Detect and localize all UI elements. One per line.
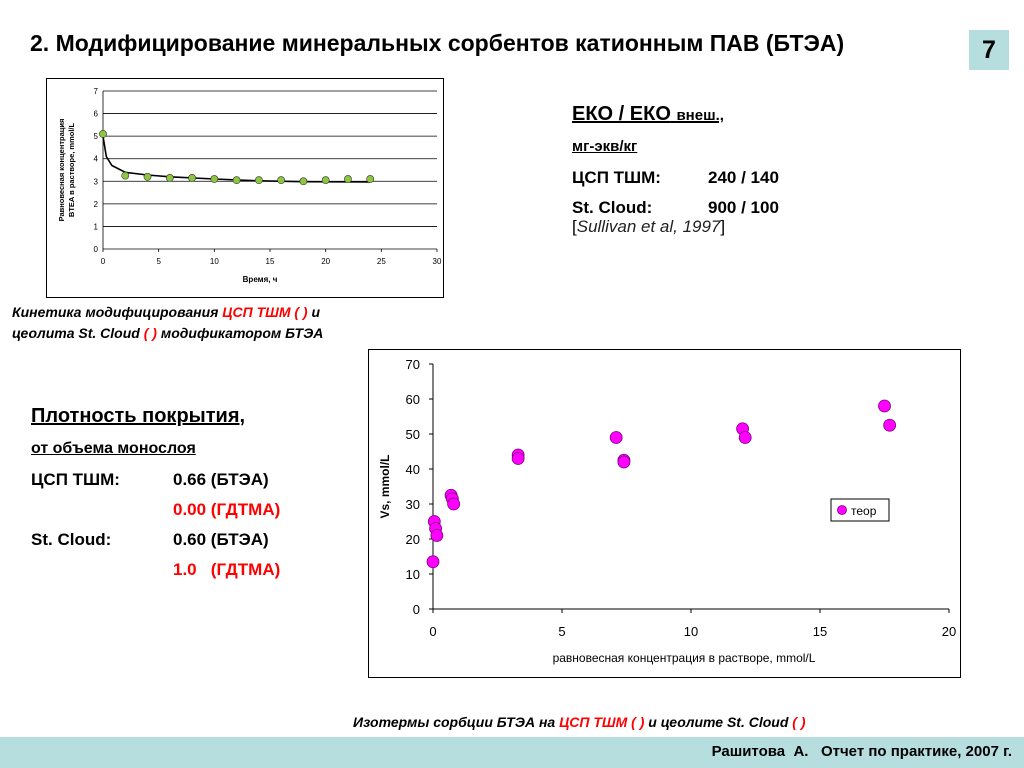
isotherm-caption-text: и цеолите St. Cloud <box>644 714 793 730</box>
eko-reference <box>572 217 779 237</box>
data-point <box>610 432 622 444</box>
y-axis-label: Vs, mmol/L <box>378 454 392 519</box>
isotherm-caption-red: ЦСП ТШМ ( ) <box>559 714 645 730</box>
kinetics-chart <box>46 78 444 298</box>
data-point <box>448 498 460 510</box>
y-tick-label: 50 <box>405 427 420 442</box>
x-tick-label: 30 <box>432 257 442 266</box>
y-axis-label-line2: BTEA в растворе, mmol/L <box>67 122 76 218</box>
coverage-rows <box>31 470 280 590</box>
data-point <box>512 453 524 465</box>
isotherm-chart <box>368 349 961 678</box>
y-tick-label: 3 <box>93 177 98 187</box>
isotherm-caption-red: ( ) <box>792 714 806 730</box>
data-point <box>618 456 630 468</box>
coverage-heading: Плотность покрытия, <box>31 405 246 427</box>
y-tick-label: 30 <box>405 497 420 512</box>
data-point <box>122 172 129 179</box>
eko-row-value: 240 / 140 <box>708 168 779 187</box>
data-point <box>144 173 151 180</box>
legend-label: теор <box>851 504 877 518</box>
y-tick-label: 60 <box>405 392 420 407</box>
y-axis-label-line1: Равновесная концентрация <box>57 118 66 222</box>
kinetics-caption-text: Кинетика модифицирования <box>12 304 223 320</box>
eko-row <box>572 198 779 218</box>
y-tick-label: 6 <box>93 109 98 119</box>
x-tick-label: 15 <box>265 257 275 266</box>
data-point <box>344 175 351 182</box>
eko-row-name: St. Cloud: <box>572 198 653 217</box>
y-tick-label: 4 <box>93 154 98 164</box>
y-tick-label: 5 <box>93 132 98 142</box>
data-point <box>739 432 751 444</box>
coverage-row <box>31 470 280 500</box>
x-tick-label: 5 <box>558 624 566 639</box>
eko-block <box>572 103 779 237</box>
x-axis-label: равновесная концентрация в растворе, mmol/L <box>552 651 816 665</box>
ref-text: Sullivan et al, 1997 <box>576 217 721 236</box>
kinetics-caption-red: ( ) <box>143 325 157 341</box>
data-point <box>300 178 307 185</box>
x-tick-label: 5 <box>156 257 161 266</box>
data-point <box>367 175 374 182</box>
data-point <box>322 177 329 184</box>
x-tick-label: 0 <box>429 624 437 639</box>
data-point <box>166 174 173 181</box>
y-tick-label: 7 <box>93 87 98 96</box>
coverage-row-value: 0.66 (БТЭА) <box>173 470 269 489</box>
legend-marker <box>838 506 847 515</box>
eko-heading <box>572 103 779 126</box>
footer-text: Рашитова А. Отчет по практике, 2007 г. <box>711 743 1012 760</box>
x-tick-label: 25 <box>376 257 386 266</box>
isotherm-caption <box>353 712 806 733</box>
kinetics-caption-red: ЦСП ТШМ ( ) <box>222 304 308 320</box>
kinetics-caption-text: и <box>307 304 321 320</box>
coverage-row <box>31 530 280 560</box>
coverage-row <box>31 500 280 530</box>
x-tick-label: 10 <box>209 257 219 266</box>
coverage-row-name <box>31 560 173 590</box>
y-tick-label: 0 <box>412 602 420 617</box>
x-tick-label: 20 <box>941 624 957 639</box>
data-point <box>255 177 262 184</box>
isotherm-caption-text: Изотермы сорбции БТЭА на <box>353 714 560 730</box>
data-point <box>233 177 240 184</box>
data-point <box>884 419 896 431</box>
x-tick-label: 20 <box>321 257 331 266</box>
x-tick-label: 0 <box>100 257 106 266</box>
coverage-row-value: 1.0 (ГДТМА) <box>173 560 281 579</box>
x-tick-label: 10 <box>683 624 699 639</box>
kinetics-caption <box>12 302 323 344</box>
eko-heading-sub: внеш., <box>676 107 724 124</box>
coverage-row <box>31 560 280 590</box>
y-tick-label: 1 <box>93 222 98 232</box>
y-tick-label: 10 <box>405 567 420 582</box>
coverage-row-value: 0.00 (ГДТМА) <box>173 500 281 519</box>
y-tick-label: 0 <box>93 245 98 254</box>
y-tick-label: 2 <box>93 199 98 209</box>
coverage-row-name <box>31 500 173 530</box>
coverage-row-value: 0.60 (БТЭА) <box>173 530 269 549</box>
eko-heading-main: ЕКО / ЕКО <box>572 103 671 125</box>
data-point <box>211 175 218 182</box>
eko-row-value: 900 / 100 <box>708 198 779 217</box>
data-point <box>278 177 285 184</box>
isotherm-chart-svg <box>369 350 960 677</box>
kinetics-caption-text: модификатором БТЭА <box>156 325 324 341</box>
kinetics-caption-text: цеолита St. Cloud <box>12 325 144 341</box>
data-point <box>188 174 195 181</box>
slide-title: 2. Модифицирование минеральных сорбентов катионным ПАВ (БТЭА) <box>30 30 845 56</box>
slide-number-badge: 7 <box>969 30 1009 70</box>
y-tick-label: 40 <box>405 462 420 477</box>
x-axis-label: Время, ч <box>242 275 278 284</box>
coverage-block <box>31 405 280 590</box>
ref-bracket: ] <box>720 217 726 236</box>
x-tick-label: 15 <box>812 624 828 639</box>
y-tick-label: 20 <box>405 532 420 547</box>
kinetics-chart-svg <box>47 79 443 297</box>
data-point <box>427 556 439 568</box>
eko-units: мг-экв/кг <box>572 138 638 155</box>
eko-row-name: ЦСП ТШМ: <box>572 168 661 187</box>
y-tick-label: 70 <box>405 357 420 372</box>
footer-bar <box>0 737 1024 768</box>
coverage-row-name: St. Cloud: <box>31 530 112 549</box>
data-point <box>879 400 891 412</box>
data-point <box>431 530 443 542</box>
coverage-row-name: ЦСП ТШМ: <box>31 470 120 489</box>
data-point <box>99 130 106 137</box>
eko-rows <box>572 168 779 218</box>
eko-row <box>572 168 779 188</box>
ref-bracket: [ <box>572 217 577 236</box>
coverage-subheading: от объема монослоя <box>31 440 196 457</box>
